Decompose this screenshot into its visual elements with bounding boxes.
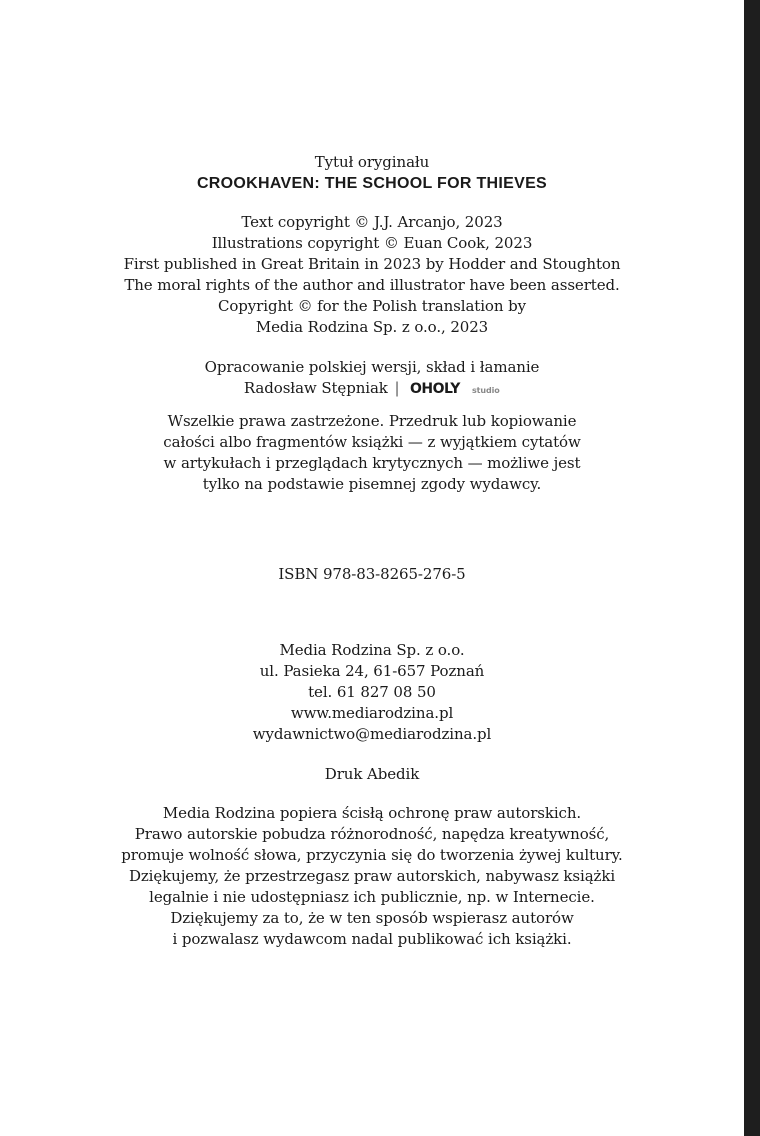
statement-block (0, 803, 744, 950)
original-title: CROOKHAVEN: THE SCHOOL FOR THIEVES (196, 175, 548, 192)
publisher-block (0, 640, 744, 745)
copyright-line: Copyright © for the Polish translation by (218, 297, 526, 315)
copyright-line: Media Rodzina Sp. z o.o., 2023 (255, 318, 489, 336)
rights-line: w artykułach i przeglądach krytycznych — możliwe jest (163, 454, 581, 472)
isbn: ISBN 978-83-8265-276-5 (278, 565, 466, 583)
publisher-line: ul. Pasieka 24, 61-657 Poznań (259, 662, 485, 680)
edition-credit-line: Opracowanie polskiej wersji, skład i łamanie (204, 358, 540, 376)
studio-logo-sub: studio (472, 386, 500, 395)
edition-credit-name-line (0, 378, 744, 399)
printer: Druk Abedik (324, 765, 420, 783)
copyright-block (0, 212, 744, 338)
edition-block (0, 357, 744, 399)
rights-line: tylko na podstawie pisemnej zgody wydawcy. (202, 475, 542, 493)
statement-line: Prawo autorskie pobudza różnorodność, napędza kreatywność, (134, 825, 610, 843)
statement-line: promuje wolność słowa, przyczynia się do tworzenia żywej kultury. (121, 846, 623, 864)
statement-line: legalnie i nie udostępniasz ich publicznie, np. w Internecie. (149, 888, 595, 906)
studio-logo-text: OHOLY (410, 381, 461, 396)
copyright-line: First published in Great Britain in 2023 by Hodder and Stoughton (123, 255, 621, 273)
statement-line: Dziękujemy, że przestrzegasz praw autorskich, nabywasz książki (128, 867, 616, 885)
copyright-line: Illustrations copyright © Euan Cook, 2023 (211, 234, 533, 252)
copyright-line: Text copyright © J.J. Arcanjo, 2023 (241, 213, 503, 231)
copyright-line: The moral rights of the author and illustrator have been asserted. (124, 276, 620, 294)
publisher-line: tel. 61 827 08 50 (308, 683, 436, 701)
publisher-line: Media Rodzina Sp. z o.o. (279, 641, 465, 659)
statement-line: Dziękujemy za to, że w ten sposób wspierasz autorów (170, 909, 574, 927)
statement-line: Media Rodzina popiera ścisłą ochronę praw autorskich. (162, 804, 582, 822)
publisher-line: www.mediarodzina.pl (290, 704, 454, 722)
publisher-line: wydawnictwo@mediarodzina.pl (252, 725, 492, 743)
original-title-block (0, 152, 744, 195)
isbn-block (0, 564, 744, 585)
typesetter-name: Radosław Stępniak (243, 379, 388, 397)
printer-block (0, 764, 744, 785)
page-edge-shadow (744, 0, 760, 1136)
separator: | (394, 379, 400, 397)
original-title-label: Tytuł oryginału (314, 153, 430, 171)
studio-logo (410, 380, 500, 396)
rights-line: całości albo fragmentów książki — z wyjątkiem cytatów (163, 433, 581, 451)
rights-block (0, 411, 744, 495)
rights-line: Wszelkie prawa zastrzeżone. Przedruk lub kopiowanie (167, 412, 577, 430)
statement-line: i pozwalasz wydawcom nadal publikować ich książki. (172, 930, 572, 948)
